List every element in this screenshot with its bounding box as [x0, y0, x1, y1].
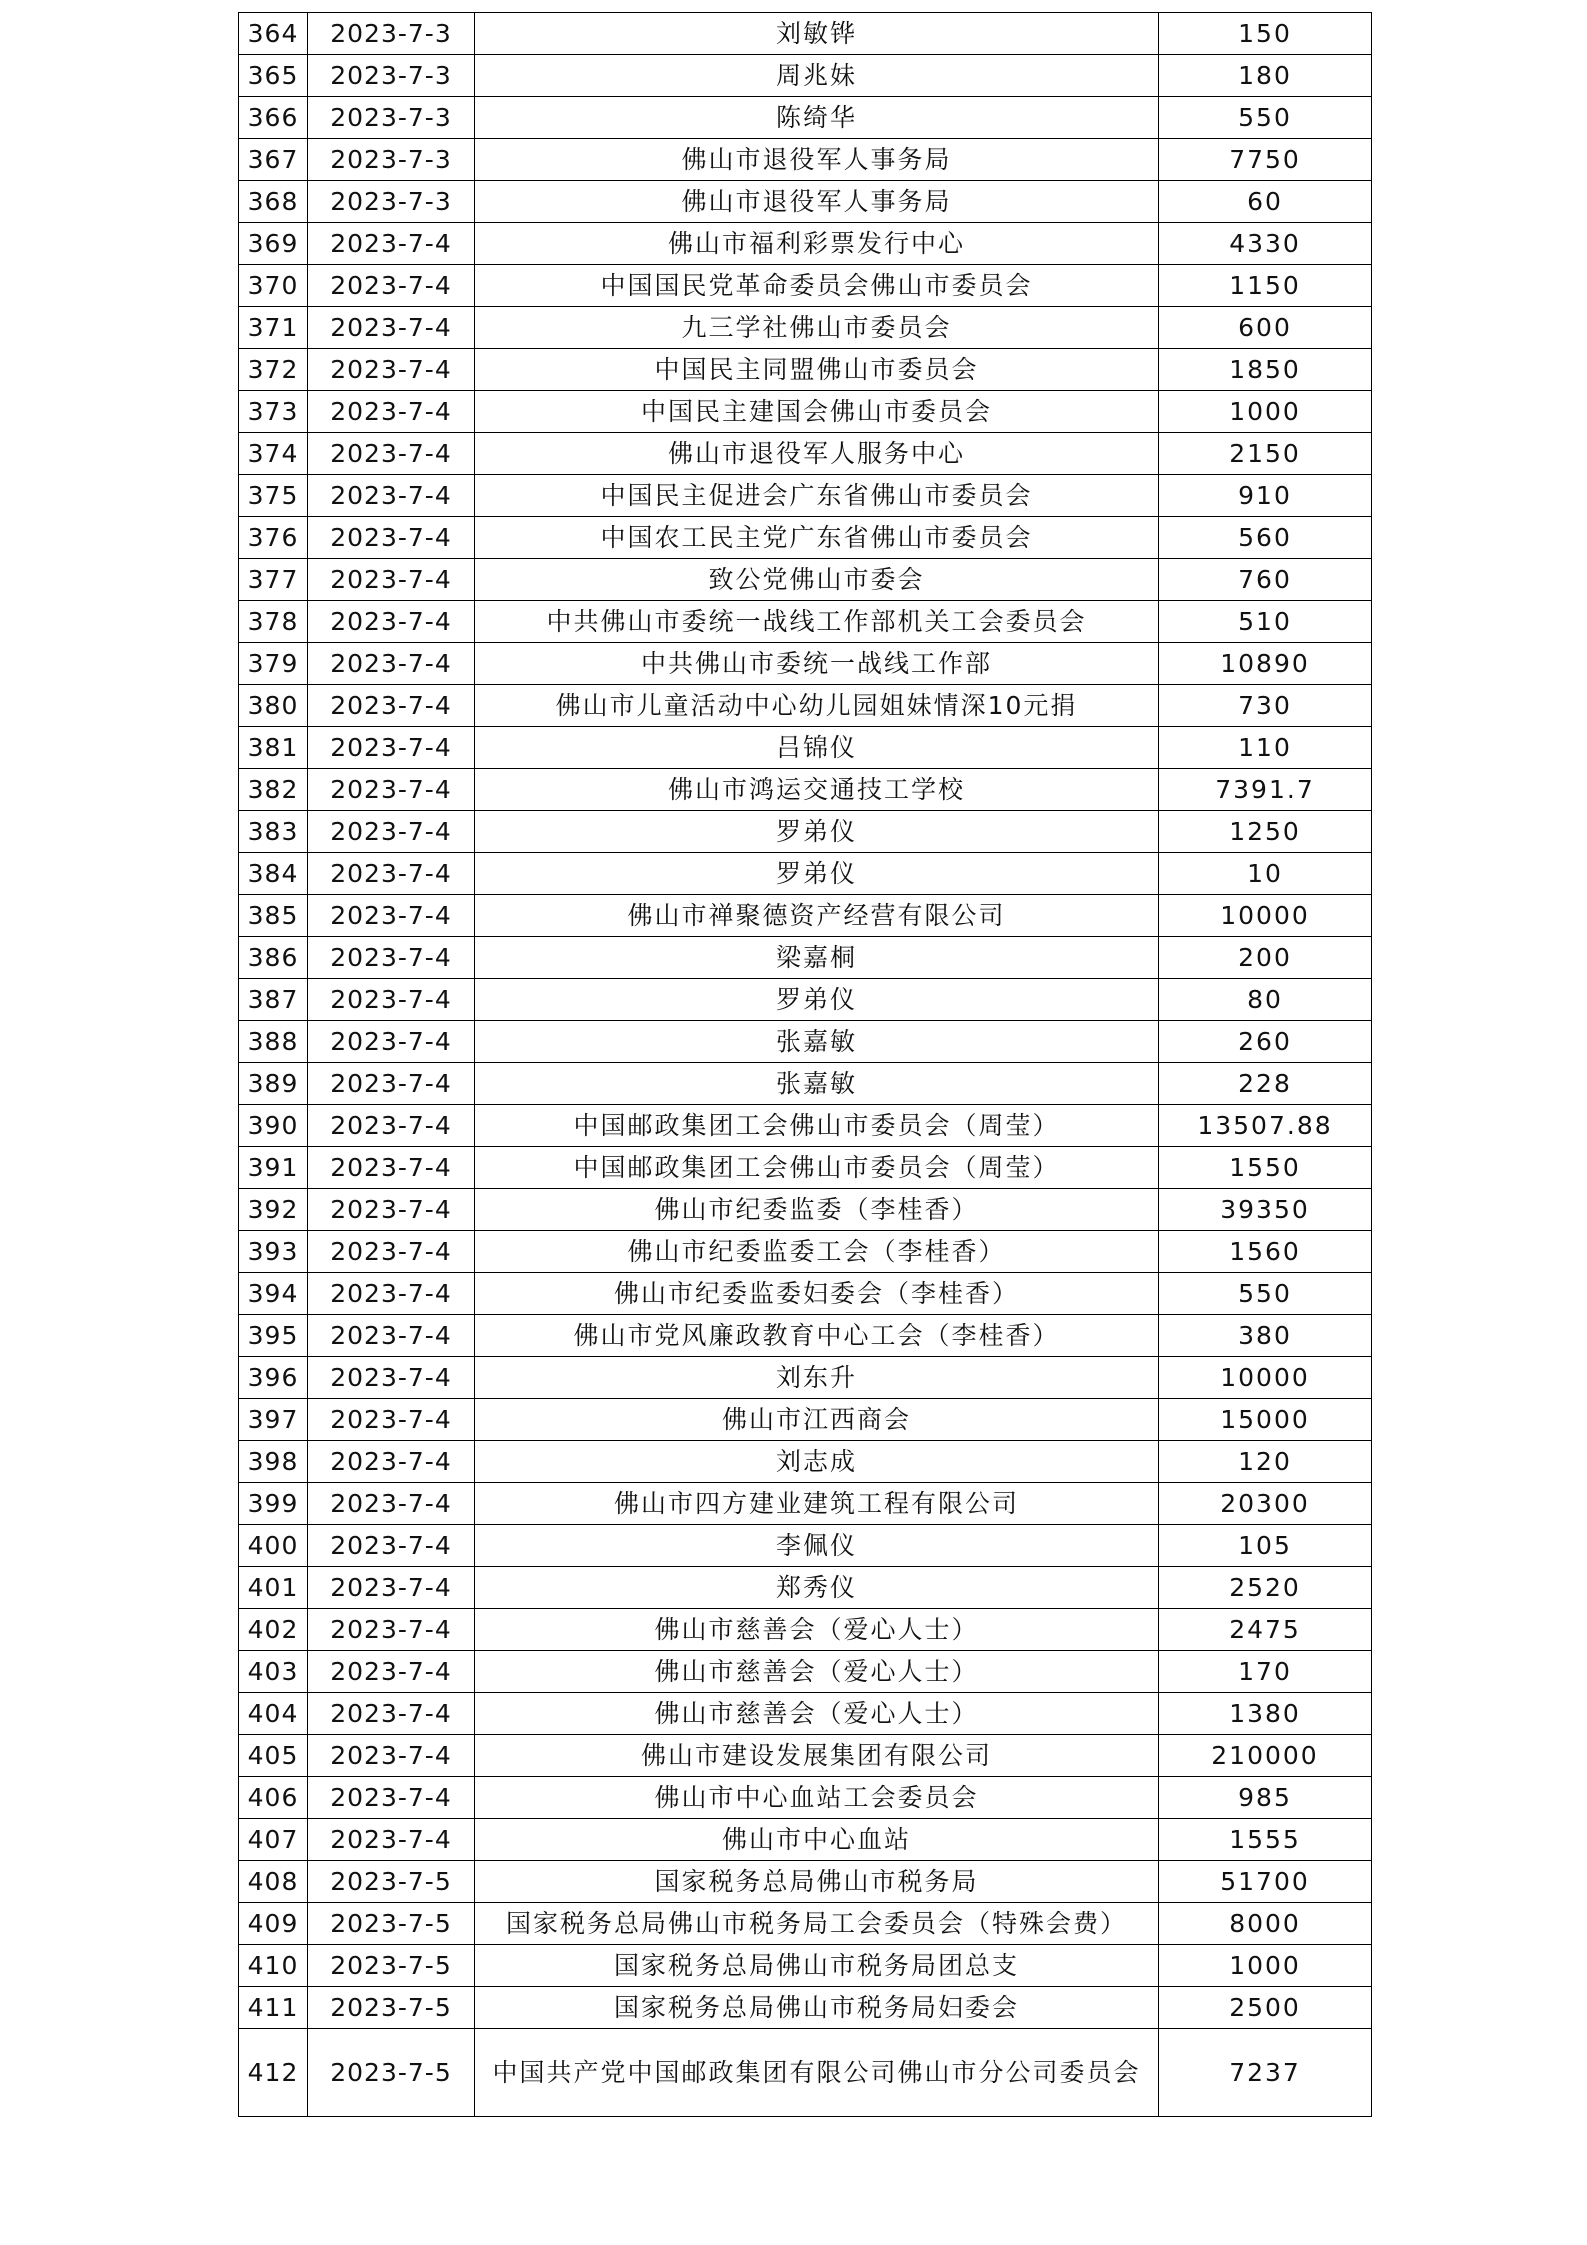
table-row: [239, 1441, 1372, 1483]
row-date: 2023-7-4: [308, 307, 475, 349]
row-number: 395: [239, 1315, 308, 1357]
row-number: 412: [239, 2029, 308, 2117]
row-number: 367: [239, 139, 308, 181]
row-donor-name: 佛山市慈善会（爱心人士）: [475, 1693, 1159, 1735]
row-number: 370: [239, 265, 308, 307]
row-number: 368: [239, 181, 308, 223]
row-amount: 39350: [1159, 1189, 1372, 1231]
table-row: [239, 979, 1372, 1021]
row-date: 2023-7-4: [308, 265, 475, 307]
table-row: [239, 1735, 1372, 1777]
row-date: 2023-7-4: [308, 1441, 475, 1483]
row-number: 381: [239, 727, 308, 769]
row-amount: 20300: [1159, 1483, 1372, 1525]
row-donor-name: 李佩仪: [475, 1525, 1159, 1567]
row-date: 2023-7-5: [308, 1903, 475, 1945]
row-date: 2023-7-4: [308, 559, 475, 601]
table-row: [239, 727, 1372, 769]
row-amount: 1380: [1159, 1693, 1372, 1735]
row-number: 382: [239, 769, 308, 811]
row-donor-name: 陈绮华: [475, 97, 1159, 139]
row-donor-name: 佛山市慈善会（爱心人士）: [475, 1651, 1159, 1693]
table-row: [239, 1063, 1372, 1105]
row-date: 2023-7-4: [308, 433, 475, 475]
row-date: 2023-7-4: [308, 223, 475, 265]
row-donor-name: 佛山市鸿运交通技工学校: [475, 769, 1159, 811]
row-number: 374: [239, 433, 308, 475]
row-donor-name: 中共佛山市委统一战线工作部机关工会委员会: [475, 601, 1159, 643]
row-date: 2023-7-4: [308, 1483, 475, 1525]
row-date: 2023-7-4: [308, 1399, 475, 1441]
row-date: 2023-7-3: [308, 139, 475, 181]
row-amount: 80: [1159, 979, 1372, 1021]
row-date: 2023-7-3: [308, 97, 475, 139]
row-date: 2023-7-5: [308, 1987, 475, 2029]
table-row: [239, 265, 1372, 307]
row-donor-name: 罗弟仪: [475, 979, 1159, 1021]
table-row: [239, 1315, 1372, 1357]
row-number: 400: [239, 1525, 308, 1567]
donation-table: [238, 12, 1372, 2117]
row-date: 2023-7-4: [308, 685, 475, 727]
row-date: 2023-7-4: [308, 1063, 475, 1105]
row-donor-name: 中国民主同盟佛山市委员会: [475, 349, 1159, 391]
row-date: 2023-7-4: [308, 769, 475, 811]
row-date: 2023-7-4: [308, 1021, 475, 1063]
row-date: 2023-7-4: [308, 727, 475, 769]
row-number: 401: [239, 1567, 308, 1609]
row-amount: 7237: [1159, 2029, 1372, 2117]
row-number: 394: [239, 1273, 308, 1315]
table-row: [239, 643, 1372, 685]
row-date: 2023-7-3: [308, 181, 475, 223]
row-amount: 13507.88: [1159, 1105, 1372, 1147]
row-number: 398: [239, 1441, 308, 1483]
row-date: 2023-7-4: [308, 1609, 475, 1651]
row-number: 389: [239, 1063, 308, 1105]
row-amount: 200: [1159, 937, 1372, 979]
row-number: 377: [239, 559, 308, 601]
row-donor-name: 吕锦仪: [475, 727, 1159, 769]
table-row: [239, 1945, 1372, 1987]
row-number: 388: [239, 1021, 308, 1063]
table-row: [239, 307, 1372, 349]
row-date: 2023-7-4: [308, 1147, 475, 1189]
row-donor-name: 张嘉敏: [475, 1021, 1159, 1063]
row-donor-name: 佛山市福利彩票发行中心: [475, 223, 1159, 265]
row-number: 373: [239, 391, 308, 433]
table-row: [239, 685, 1372, 727]
row-donor-name: 中国邮政集团工会佛山市委员会（周莹）: [475, 1147, 1159, 1189]
row-date: 2023-7-4: [308, 517, 475, 559]
row-amount: 110: [1159, 727, 1372, 769]
row-number: 404: [239, 1693, 308, 1735]
row-date: 2023-7-4: [308, 1735, 475, 1777]
row-number: 399: [239, 1483, 308, 1525]
table-row: [239, 2029, 1372, 2117]
row-amount: 260: [1159, 1021, 1372, 1063]
row-number: 390: [239, 1105, 308, 1147]
row-amount: 51700: [1159, 1861, 1372, 1903]
row-amount: 600: [1159, 307, 1372, 349]
row-number: 384: [239, 853, 308, 895]
row-date: 2023-7-4: [308, 1273, 475, 1315]
row-donor-name: 周兆妹: [475, 55, 1159, 97]
row-donor-name: 中国农工民主党广东省佛山市委员会: [475, 517, 1159, 559]
row-donor-name: 罗弟仪: [475, 853, 1159, 895]
row-amount: 1250: [1159, 811, 1372, 853]
table-row: [239, 937, 1372, 979]
row-amount: 120: [1159, 1441, 1372, 1483]
row-number: 406: [239, 1777, 308, 1819]
row-amount: 10: [1159, 853, 1372, 895]
row-amount: 150: [1159, 13, 1372, 55]
row-donor-name: 国家税务总局佛山市税务局妇委会: [475, 1987, 1159, 2029]
table-row: [239, 1693, 1372, 1735]
row-date: 2023-7-4: [308, 1567, 475, 1609]
row-donor-name: 中国共产党中国邮政集团有限公司佛山市分公司委员会: [475, 2029, 1159, 2117]
row-date: 2023-7-5: [308, 1945, 475, 1987]
row-donor-name: 佛山市纪委监委妇委会（李桂香）: [475, 1273, 1159, 1315]
table-row: [239, 55, 1372, 97]
row-donor-name: 中共佛山市委统一战线工作部: [475, 643, 1159, 685]
row-number: 392: [239, 1189, 308, 1231]
row-date: 2023-7-4: [308, 1819, 475, 1861]
row-number: 405: [239, 1735, 308, 1777]
row-date: 2023-7-4: [308, 1357, 475, 1399]
row-amount: 2475: [1159, 1609, 1372, 1651]
row-amount: 4330: [1159, 223, 1372, 265]
table-row: [239, 517, 1372, 559]
row-donor-name: 中国国民党革命委员会佛山市委员会: [475, 265, 1159, 307]
table-row: [239, 1819, 1372, 1861]
table-row: [239, 1525, 1372, 1567]
row-donor-name: 佛山市禅聚德资产经营有限公司: [475, 895, 1159, 937]
row-date: 2023-7-3: [308, 55, 475, 97]
table-row: [239, 1231, 1372, 1273]
row-number: 380: [239, 685, 308, 727]
row-date: 2023-7-4: [308, 601, 475, 643]
row-donor-name: 佛山市四方建业建筑工程有限公司: [475, 1483, 1159, 1525]
table-row: [239, 1021, 1372, 1063]
table-row: [239, 391, 1372, 433]
row-donor-name: 佛山市儿童活动中心幼儿园姐妹情深10元捐: [475, 685, 1159, 727]
row-donor-name: 致公党佛山市委会: [475, 559, 1159, 601]
row-donor-name: 张嘉敏: [475, 1063, 1159, 1105]
row-amount: 985: [1159, 1777, 1372, 1819]
row-date: 2023-7-4: [308, 895, 475, 937]
row-donor-name: 罗弟仪: [475, 811, 1159, 853]
table-row: [239, 475, 1372, 517]
row-amount: 1560: [1159, 1231, 1372, 1273]
row-donor-name: 佛山市中心血站: [475, 1819, 1159, 1861]
row-date: 2023-7-5: [308, 2029, 475, 2117]
row-donor-name: 佛山市退役军人事务局: [475, 181, 1159, 223]
row-donor-name: 中国民主建国会佛山市委员会: [475, 391, 1159, 433]
row-date: 2023-7-4: [308, 391, 475, 433]
row-amount: 10000: [1159, 1357, 1372, 1399]
table-row: [239, 139, 1372, 181]
row-number: 369: [239, 223, 308, 265]
row-donor-name: 佛山市中心血站工会委员会: [475, 1777, 1159, 1819]
row-amount: 10890: [1159, 643, 1372, 685]
row-donor-name: 中国民主促进会广东省佛山市委员会: [475, 475, 1159, 517]
row-number: 396: [239, 1357, 308, 1399]
row-amount: 170: [1159, 1651, 1372, 1693]
table-row: [239, 433, 1372, 475]
row-amount: 8000: [1159, 1903, 1372, 1945]
row-date: 2023-7-4: [308, 1315, 475, 1357]
table-row: [239, 1609, 1372, 1651]
row-amount: 180: [1159, 55, 1372, 97]
row-date: 2023-7-4: [308, 1105, 475, 1147]
row-amount: 380: [1159, 1315, 1372, 1357]
row-donor-name: 佛山市慈善会（爱心人士）: [475, 1609, 1159, 1651]
row-amount: 105: [1159, 1525, 1372, 1567]
row-amount: 2520: [1159, 1567, 1372, 1609]
row-number: 378: [239, 601, 308, 643]
row-number: 409: [239, 1903, 308, 1945]
table-row: [239, 811, 1372, 853]
row-donor-name: 佛山市纪委监委工会（李桂香）: [475, 1231, 1159, 1273]
row-donor-name: 佛山市退役军人服务中心: [475, 433, 1159, 475]
row-amount: 2150: [1159, 433, 1372, 475]
row-amount: 510: [1159, 601, 1372, 643]
row-donor-name: 郑秀仪: [475, 1567, 1159, 1609]
row-amount: 15000: [1159, 1399, 1372, 1441]
row-donor-name: 佛山市纪委监委（李桂香）: [475, 1189, 1159, 1231]
row-amount: 1555: [1159, 1819, 1372, 1861]
row-date: 2023-7-4: [308, 937, 475, 979]
row-donor-name: 刘东升: [475, 1357, 1159, 1399]
table-row: [239, 1147, 1372, 1189]
row-number: 411: [239, 1987, 308, 2029]
row-donor-name: 佛山市党风廉政教育中心工会（李桂香）: [475, 1315, 1159, 1357]
row-donor-name: 刘志成: [475, 1441, 1159, 1483]
row-donor-name: 国家税务总局佛山市税务局团总支: [475, 1945, 1159, 1987]
row-amount: 1000: [1159, 1945, 1372, 1987]
row-date: 2023-7-4: [308, 1189, 475, 1231]
table-row: [239, 1357, 1372, 1399]
row-donor-name: 中国邮政集团工会佛山市委员会（周莹）: [475, 1105, 1159, 1147]
row-date: 2023-7-4: [308, 1693, 475, 1735]
row-donor-name: 佛山市建设发展集团有限公司: [475, 1735, 1159, 1777]
row-number: 397: [239, 1399, 308, 1441]
table-row: [239, 1189, 1372, 1231]
row-amount: 7750: [1159, 139, 1372, 181]
row-number: 371: [239, 307, 308, 349]
table-row: [239, 97, 1372, 139]
row-number: 372: [239, 349, 308, 391]
row-number: 385: [239, 895, 308, 937]
row-amount: 60: [1159, 181, 1372, 223]
row-number: 410: [239, 1945, 308, 1987]
row-date: 2023-7-4: [308, 349, 475, 391]
row-number: 391: [239, 1147, 308, 1189]
row-number: 402: [239, 1609, 308, 1651]
row-amount: 1850: [1159, 349, 1372, 391]
row-date: 2023-7-4: [308, 475, 475, 517]
table-row: [239, 1987, 1372, 2029]
table-row: [239, 1651, 1372, 1693]
row-amount: 560: [1159, 517, 1372, 559]
row-amount: 910: [1159, 475, 1372, 517]
row-date: 2023-7-4: [308, 811, 475, 853]
row-number: 383: [239, 811, 308, 853]
row-amount: 1150: [1159, 265, 1372, 307]
table-row: [239, 769, 1372, 811]
row-donor-name: 梁嘉桐: [475, 937, 1159, 979]
row-donor-name: 九三学社佛山市委员会: [475, 307, 1159, 349]
row-amount: 1550: [1159, 1147, 1372, 1189]
row-amount: 1000: [1159, 391, 1372, 433]
row-date: 2023-7-4: [308, 979, 475, 1021]
table-row: [239, 853, 1372, 895]
table-row: [239, 895, 1372, 937]
row-amount: 210000: [1159, 1735, 1372, 1777]
table-row: [239, 1567, 1372, 1609]
table-row: [239, 1861, 1372, 1903]
row-amount: 550: [1159, 97, 1372, 139]
row-amount: 550: [1159, 1273, 1372, 1315]
table-row: [239, 223, 1372, 265]
table-row: [239, 1273, 1372, 1315]
row-amount: 228: [1159, 1063, 1372, 1105]
donation-table-body: [239, 13, 1372, 2117]
row-number: 379: [239, 643, 308, 685]
table-row: [239, 181, 1372, 223]
row-number: 376: [239, 517, 308, 559]
table-row: [239, 1483, 1372, 1525]
table-row: [239, 1777, 1372, 1819]
table-row: [239, 559, 1372, 601]
table-row: [239, 601, 1372, 643]
row-number: 393: [239, 1231, 308, 1273]
table-row: [239, 349, 1372, 391]
table-row: [239, 1399, 1372, 1441]
row-date: 2023-7-5: [308, 1861, 475, 1903]
row-number: 386: [239, 937, 308, 979]
row-date: 2023-7-4: [308, 643, 475, 685]
row-donor-name: 佛山市江西商会: [475, 1399, 1159, 1441]
row-date: 2023-7-3: [308, 13, 475, 55]
row-date: 2023-7-4: [308, 1231, 475, 1273]
row-number: 407: [239, 1819, 308, 1861]
table-row: [239, 13, 1372, 55]
row-donor-name: 佛山市退役军人事务局: [475, 139, 1159, 181]
row-donor-name: 刘敏铧: [475, 13, 1159, 55]
row-date: 2023-7-4: [308, 1651, 475, 1693]
table-row: [239, 1105, 1372, 1147]
row-date: 2023-7-4: [308, 1777, 475, 1819]
row-number: 375: [239, 475, 308, 517]
row-number: 364: [239, 13, 308, 55]
row-amount: 2500: [1159, 1987, 1372, 2029]
row-number: 365: [239, 55, 308, 97]
row-date: 2023-7-4: [308, 1525, 475, 1567]
row-number: 403: [239, 1651, 308, 1693]
row-date: 2023-7-4: [308, 853, 475, 895]
row-number: 387: [239, 979, 308, 1021]
row-donor-name: 国家税务总局佛山市税务局工会委员会（特殊会费）: [475, 1903, 1159, 1945]
row-amount: 730: [1159, 685, 1372, 727]
table-row: [239, 1903, 1372, 1945]
row-donor-name: 国家税务总局佛山市税务局: [475, 1861, 1159, 1903]
row-amount: 10000: [1159, 895, 1372, 937]
row-amount: 7391.7: [1159, 769, 1372, 811]
row-number: 408: [239, 1861, 308, 1903]
row-amount: 760: [1159, 559, 1372, 601]
row-number: 366: [239, 97, 308, 139]
